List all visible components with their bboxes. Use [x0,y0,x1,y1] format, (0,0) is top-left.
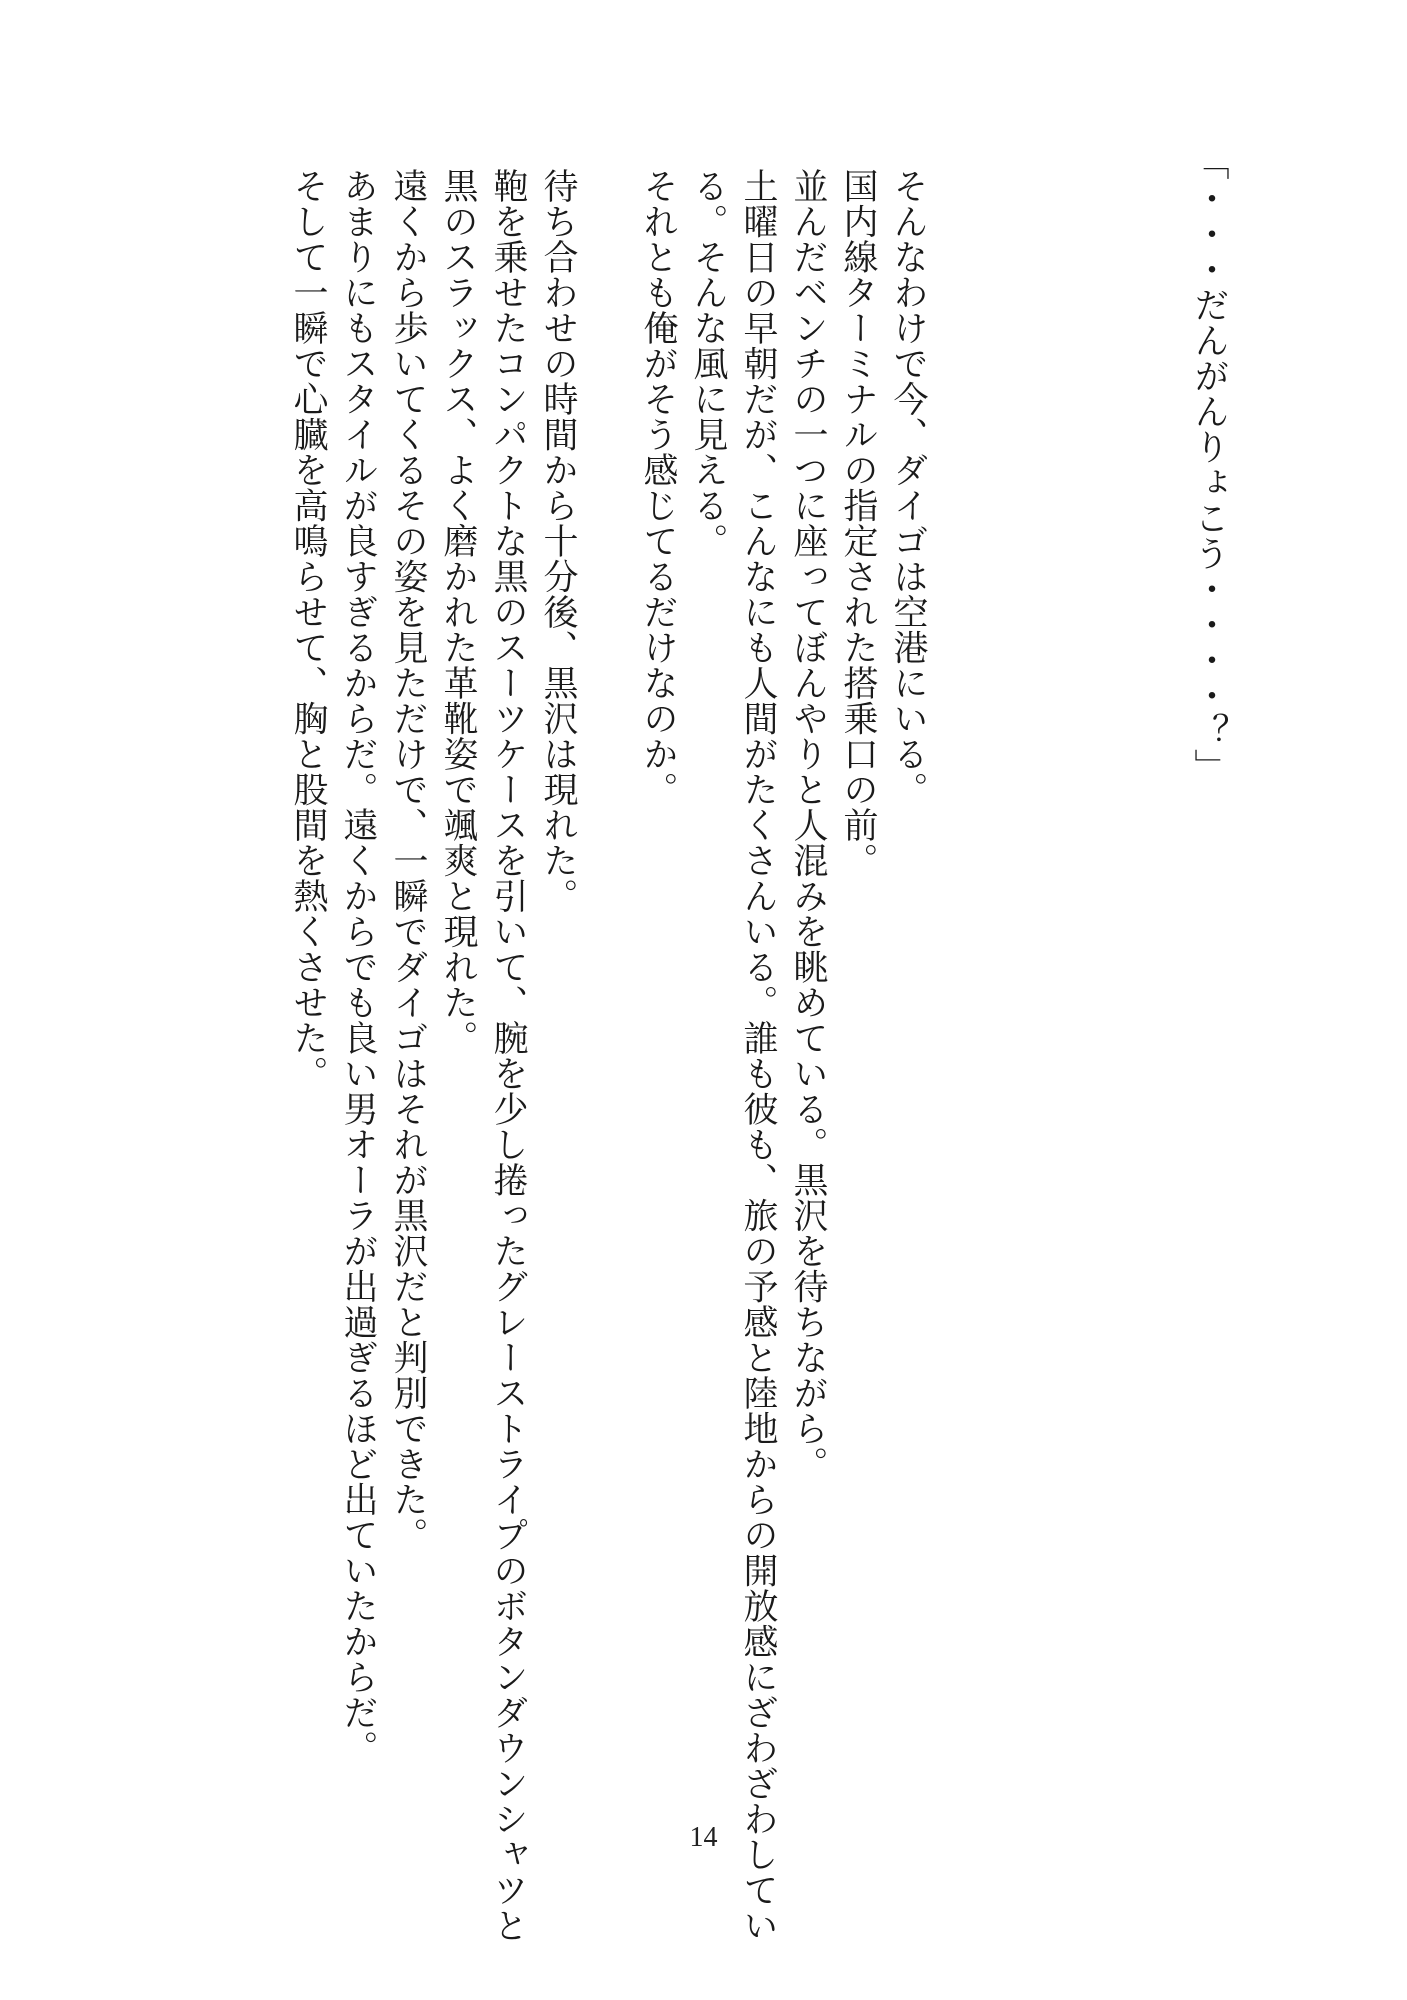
text-line: そんなわけで今、ダイゴは空港にいる。 [888,168,928,807]
text-line: 国内線ターミナルの指定された搭乗口の前。 [838,168,878,878]
text-line: それとも俺がそう感じてるだけなのか。 [638,168,678,807]
text-line: る。そんな風に見える。 [688,168,728,559]
text-line: 鞄を乗せたコンパクトな黒のスーツケースを引いて、腕を少し捲ったグレーストライプのボタンダウンシャツと [488,168,528,1943]
text-line: 「・・・だんがんりょこう・・・・？」 [1189,145,1229,784]
text-line: 遠くから歩いてくるその姿を見ただけで、一瞬でダイゴはそれが黒沢だと判別できた。 [388,168,428,1553]
text-line: 待ち合わせの時間から十分後、黒沢は現れた。 [538,168,578,914]
text-line: あまりにもスタイルが良すぎるからだ。遠くからでも良い男オーラが出過ぎるほど出ていたからだ。 [338,168,378,1766]
text-line: そして一瞬で心臓を高鳴らせて、胸と股間を熱くさせた。 [288,168,328,1091]
page-number: 14 [689,1822,718,1853]
text-line: 土曜日の早朝だが、こんなにも人間がたくさんいる。誰も彼も、旅の予感と陸地からの開放感にざわざわしてい [738,168,778,1943]
text-line: 黒のスラックス、よく磨かれた革靴姿で颯爽と現れた。 [438,168,478,1056]
text-line: 並んだベンチの一つに座ってぼんやりと人混みを眺めている。黒沢を待ちながら。 [788,168,828,1482]
